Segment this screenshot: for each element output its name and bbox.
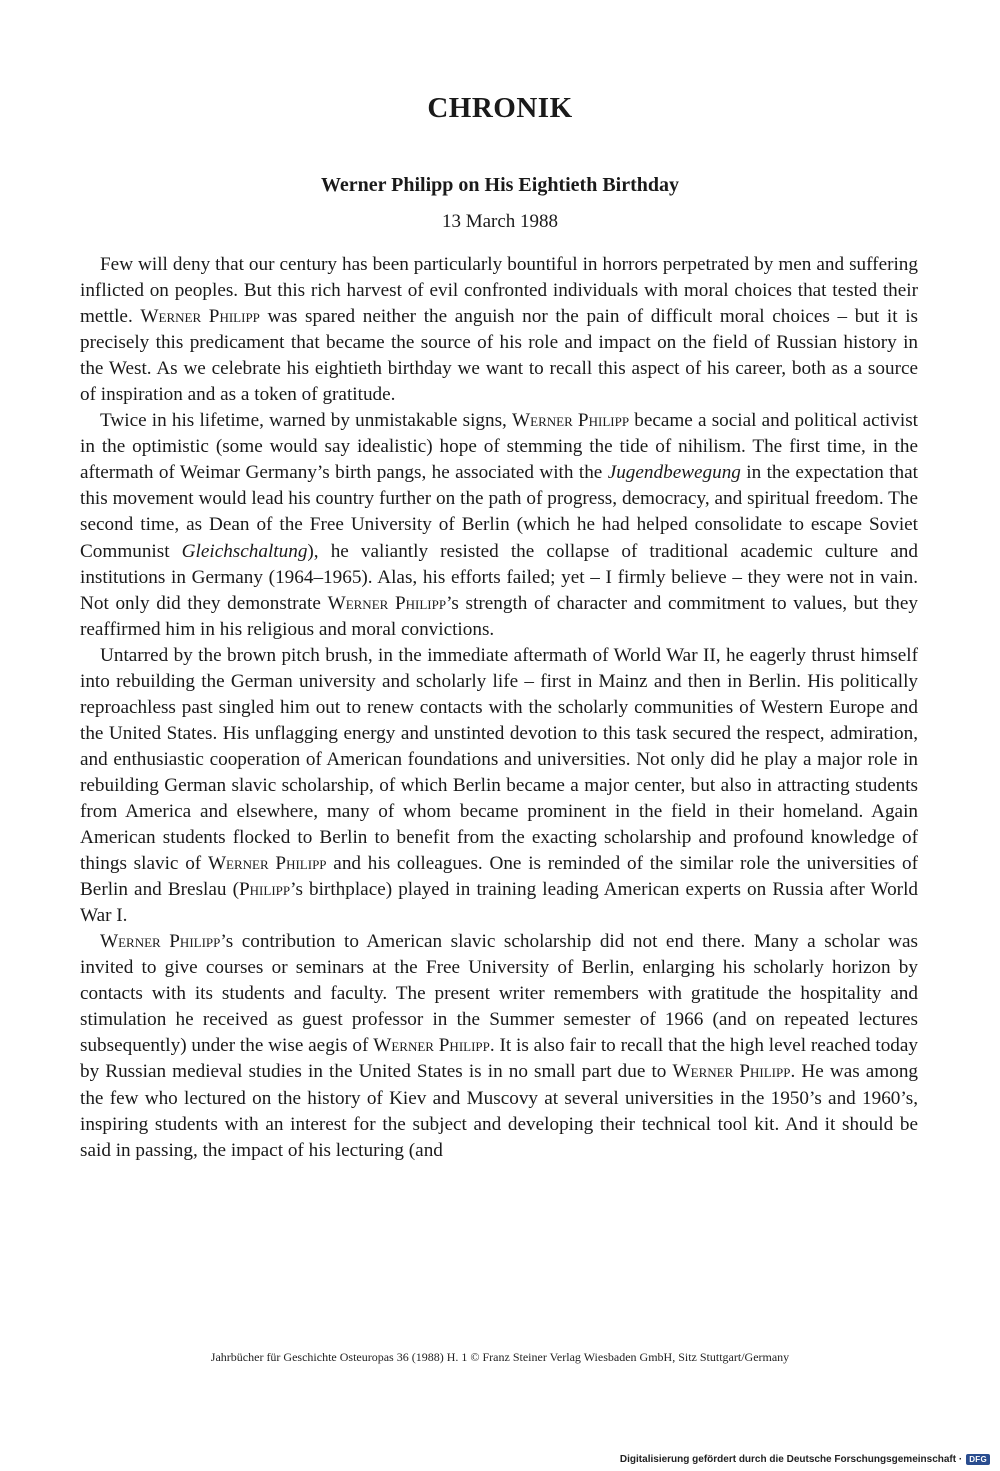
text-run: . It is also fair to recall that the high level reached today by Russian medieval studies in the United States is in no small part due to (80, 1035, 918, 1083)
paragraph-1 (80, 252, 918, 408)
paragraph-3 (80, 643, 918, 930)
person-name: Werner Philipp (100, 931, 221, 953)
text-run: and his colleagues. One is reminded of the similar role the universities of Berlin and Breslau ( (80, 853, 918, 901)
page-footer: Jahrbücher für Geschichte Osteuropas 36 (1988) H. 1 © Franz Steiner Verlag Wiesbaden GmbH, Sitz Stuttgart/Germany (210, 1350, 790, 1364)
person-name: Werner Philipp (327, 592, 447, 614)
text-run: became a social and political activist in the optimistic (some would say idealistic) hope of stemming the tide of nihilism. The first time, in the aftermath of Weimar Germany’s birth pangs, he associated with the (80, 410, 918, 484)
person-name: Werner Philipp (512, 410, 630, 432)
text-run: Twice in his lifetime, warned by unmistakable signs, (100, 410, 513, 432)
person-name: Werner Philipp (207, 853, 327, 875)
section-title: CHRONIK (427, 92, 573, 124)
text-run: . He was among the few who lectured on the history of Kiev and Muscovy at several universities in the 1950’s and 1960’s, inspiring students with an interest for the subject and developing their technical tool kit. And it should be said in passing, the impact of his lecturing (and (80, 1061, 919, 1161)
text-run: ’s contribution to American slavic scholarship did not end there. Many a scholar was invited to give courses or seminars at the Free University of Berlin, enlarging his scholarly horizon by contacts with its students and faculty. The present writer remembers with gratitude the hospitality and stimulation he received as guest professor in the Summer semester of 1966 (and on repeated lectures subsequently) under the wise aegis of (80, 931, 918, 1057)
dfg-logo: DFG (966, 1454, 990, 1465)
text-run: Few will deny that our century has been particularly bountiful in horrors perpetrated by men and suffering inflicted on peoples. But this rich harvest of evil confronted individuals with moral choices that tested their mettle. (80, 254, 918, 328)
text-run: ’s strength of character and commitment to values, but they reaffirmed him in his religious and moral convictions. (80, 592, 918, 640)
paragraph-2 (80, 408, 918, 642)
text-run: Untarred by the brown pitch brush, in the immediate aftermath of World War II, he eagerly thrust himself into rebuilding the German university and scholarly life – first in Mainz and then in Berlin. His politically reproachless past singled him out to renew contacts with the scholarly communities of Western Europe and the United States. His unflagging energy and unstinted devotion to this task secured the respect, admiration, and enthusiastic cooperation of American foundations and universities. Not only did he play a major role in rebuilding German slavic scholarship, of which Berlin became a major center, but also in attracting students from America and elsewhere, many of whom became prominent in the field in their homeland. Again American students flocked to Berlin to benefit from the exacting scholarship and profound knowledge of things slavic of (80, 644, 918, 875)
article-title: Werner Philipp on His Eightieth Birthday (320, 174, 680, 196)
person-name: Werner Philipp (140, 306, 260, 328)
article-body (80, 252, 918, 1164)
paragraph-4 (80, 929, 918, 1163)
text-run: was spared neither the anguish nor the pain of difficult moral choices – but it is precisely this predicament that became the source of his role and impact on the field of Russian history in the West. As we celebrate his eightieth birthday we want to recall this aspect of his career, both as a source of inspiration and as a token of gratitude. (80, 306, 918, 406)
person-name: Philipp (238, 879, 291, 901)
person-name: Werner Philipp (373, 1035, 490, 1057)
text-run: in the expectation that this movement would lead his country further on the path of progress, democracy, and spiritual freedom. The second time, as Dean of the Free University of Berlin (which he had helped consolidate to escape Soviet Communist (80, 462, 918, 562)
italic-term: Gleichschaltung (181, 540, 308, 562)
dfg-credit (620, 1454, 990, 1465)
article-date: 13 March 1988 (441, 211, 559, 232)
italic-term: Jugendbewegung (607, 462, 741, 484)
dfg-credit-text: Digitalisierung gefördert durch die Deutsche Forschungsgemeinschaft · (619, 1454, 963, 1465)
text-run: ), he valiantly resisted the collapse of traditional academic culture and institutions in Germany (1964–1965). Alas, his efforts failed; yet – I firmly believe – they were not in vain. Not only did they demonstrate (80, 540, 918, 614)
person-name: Werner Philipp (672, 1061, 791, 1083)
text-run: ’s birthplace) played in training leading American experts on Russia after World War I. (80, 879, 918, 927)
